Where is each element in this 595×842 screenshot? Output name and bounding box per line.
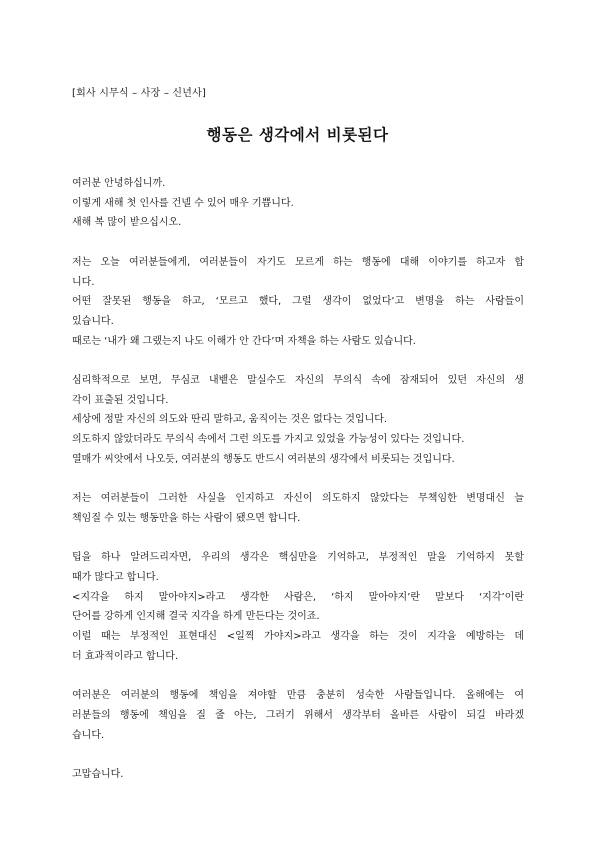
body-line: 니다. <box>72 276 95 288</box>
body-line: 여러분은 여러분의 행동에 책임을 져야할 만큼 충분히 성숙한 사람들입니다. 올해에는 여 <box>72 690 524 702</box>
document-header-tag: [회사 시무식 – 사장 – 신년사] <box>72 88 207 99</box>
body-line: 새해 복 많이 받으십시오. <box>72 217 182 229</box>
body-line: 여러분 안녕하십니까. <box>72 178 166 189</box>
document-body <box>72 174 524 804</box>
paragraph-tip <box>72 548 524 666</box>
paragraph-responsibility <box>72 489 524 528</box>
body-line: 이럴 때는 부정적인 표현대신 <일찍 가야지>라고 생각을 하는 것이 지각을 예방하는 데 <box>72 631 524 643</box>
body-line: 있습니다. <box>72 315 114 327</box>
body-line: 저는 오늘 여러분들에게, 여러분들이 자기도 모르게 하는 행동에 대해 이야기를 하고자 합 <box>72 256 524 268</box>
body-line: 각이 표출된 것입니다. <box>72 394 169 406</box>
document-title: 행동은 생각에서 비롯된다 <box>206 126 389 144</box>
body-line: 심리학적으로 보면, 무심코 내뱉은 말실수도 자신의 무의식 속에 잠재되어 있던 자신의 생 <box>72 375 524 386</box>
paragraph-greeting <box>72 174 524 233</box>
body-line: 단어를 강하게 인지해 결국 지각을 하게 만든다는 것이죠. <box>72 611 320 623</box>
body-line: 세상에 정말 자신의 의도와 딴리 말하고, 움직이는 것은 없다는 것입니다. <box>72 414 388 426</box>
body-line: 의도하지 않았더라도 무의식 속에서 그런 의도를 가지고 있었을 가능성이 있다는 것입니다. <box>72 434 465 446</box>
body-line: 고맙습니다. <box>72 769 124 780</box>
body-line: 저는 여러분들이 그러한 사실을 인지하고 자신이 의도하지 않았다는 무책임한 변명대신 늘 <box>72 493 524 505</box>
body-line: 더 효과적이라고 합니다. <box>72 650 179 662</box>
body-line: 러분들의 행동에 책임을 질 줄 아는, 그러기 위해서 생각부터 올바른 사람이 되길 바라겠 <box>72 709 524 721</box>
body-line: 습니다. <box>72 729 105 741</box>
body-line: 이렇게 새해 첫 인사를 건넬 수 있어 매우 기쁩니다. <box>72 197 294 209</box>
body-line: 열매가 씨앗에서 나오듯, 여러분의 행동도 반드시 여러분의 생각에서 비롯되는 것입니다. <box>72 453 455 465</box>
body-line: 팁을 하나 알려드리자면, 우리의 생각은 핵심만을 기억하고, 부정적인 말을 기억하지 못할 <box>72 552 524 564</box>
paragraph-thanks <box>72 765 524 785</box>
body-line: 책임질 수 있는 행동만을 하는 사람이 됐으면 합니다. <box>72 512 301 524</box>
paragraph-psychology <box>72 371 524 470</box>
body-line: 때로는 ‘내가 왜 그랬는지 나도 이해가 안 간다’며 자책을 하는 사람도 있습니다. <box>72 335 416 347</box>
paragraph-topic <box>72 253 524 352</box>
paragraph-closing-wish <box>72 686 524 745</box>
body-line: 때가 많다고 합니다. <box>72 572 159 583</box>
body-line: <지각을 하지 말아야지>라고 생각한 사람은, ‘하지 말아야지’란 말보다 ‘지각’이란 <box>72 591 524 603</box>
body-line: 어떤 잘못된 행동을 하고, ‘모르고 했다, 그럴 생각이 없었다’고 변명을 하는 사람들이 <box>72 296 524 308</box>
